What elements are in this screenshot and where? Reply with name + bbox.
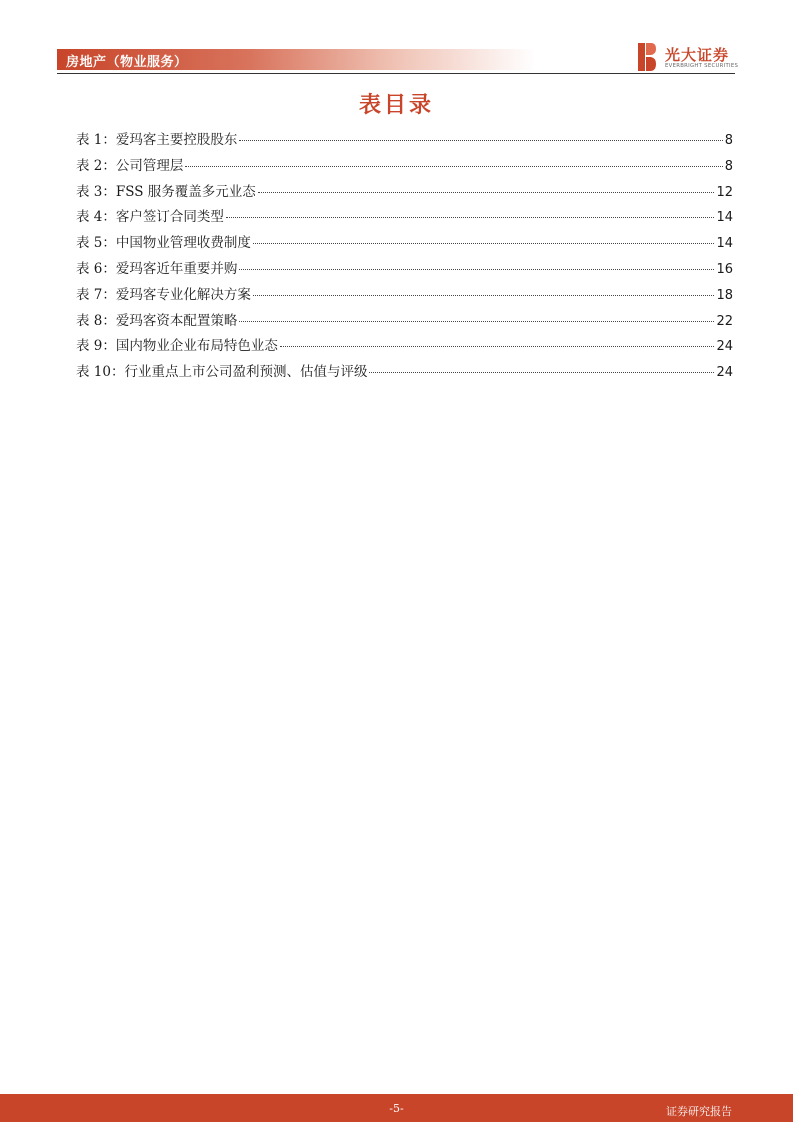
logo-text-cn: 光大证券 — [665, 46, 730, 64]
table-of-contents — [76, 128, 733, 386]
toc-entry[interactable] — [76, 154, 733, 180]
toc-page-number: 12 — [716, 184, 733, 200]
header-divider — [57, 73, 735, 74]
toc-page-number: 24 — [716, 365, 733, 381]
toc-page-number: 8 — [724, 133, 733, 148]
toc-entry[interactable] — [76, 257, 733, 283]
toc-leader — [253, 229, 715, 244]
toc-page-number: 8 — [724, 158, 733, 174]
toc-leader — [239, 255, 714, 270]
page-title: 表目录 — [358, 93, 434, 118]
toc-entry[interactable] — [76, 205, 733, 231]
toc-number: 表 4： — [76, 209, 116, 226]
toc-label: FSS 服务覆盖多元业态 — [115, 183, 256, 200]
toc-label: 行业重点上市公司盈利预测、估值与评级 — [124, 364, 368, 381]
toc-leader — [369, 358, 714, 373]
toc-leader — [253, 281, 715, 296]
toc-leader — [185, 152, 722, 167]
toc-leader — [239, 307, 714, 322]
toc-number: 表 3： — [76, 183, 116, 200]
toc-label: 爱玛客专业化解决方案 — [115, 286, 251, 303]
toc-number: 表 1： — [76, 132, 116, 148]
toc-number: 表 10： — [76, 364, 125, 381]
toc-leader — [239, 126, 722, 141]
report-type-label: 证券研究报告 — [666, 1105, 732, 1118]
toc-page-number: 14 — [716, 210, 733, 226]
page-number: -5- — [389, 1102, 404, 1115]
toc-entry[interactable] — [76, 360, 733, 386]
toc-label: 客户签订合同类型 — [115, 209, 224, 226]
toc-leader — [226, 203, 715, 218]
toc-label: 爱玛客资本配置策略 — [115, 312, 238, 329]
toc-entry[interactable] — [76, 231, 733, 257]
toc-label: 公司管理层 — [115, 157, 184, 174]
toc-number: 表 2： — [76, 157, 116, 174]
toc-entry[interactable] — [76, 309, 733, 335]
section-title: 房地产（物业服务） — [66, 55, 188, 70]
toc-leader — [280, 332, 715, 347]
company-logo — [632, 42, 742, 72]
toc-page-number: 18 — [716, 287, 733, 303]
toc-number: 表 5： — [76, 235, 116, 252]
toc-entry[interactable] — [76, 334, 733, 360]
everbright-logo-icon — [638, 43, 656, 71]
toc-label: 爱玛客主要控股股东 — [115, 132, 238, 148]
toc-entry[interactable] — [76, 128, 733, 154]
toc-leader — [258, 178, 715, 193]
toc-page-number: 14 — [716, 236, 733, 252]
toc-entry[interactable] — [76, 283, 733, 309]
toc-label: 中国物业管理收费制度 — [115, 235, 251, 252]
toc-number: 表 7： — [76, 286, 116, 303]
toc-page-number: 22 — [716, 313, 733, 329]
toc-entry[interactable] — [76, 180, 733, 206]
toc-number: 表 9： — [76, 338, 116, 355]
logo-text-en: EVERBRIGHT SECURITIES — [665, 63, 739, 69]
toc-number: 表 6： — [76, 260, 116, 277]
toc-page-number: 16 — [716, 261, 733, 277]
toc-page-number: 24 — [716, 339, 733, 355]
toc-label: 爱玛客近年重要并购 — [115, 260, 238, 277]
toc-number: 表 8： — [76, 312, 116, 329]
toc-label: 国内物业企业布局特色业态 — [115, 338, 278, 355]
